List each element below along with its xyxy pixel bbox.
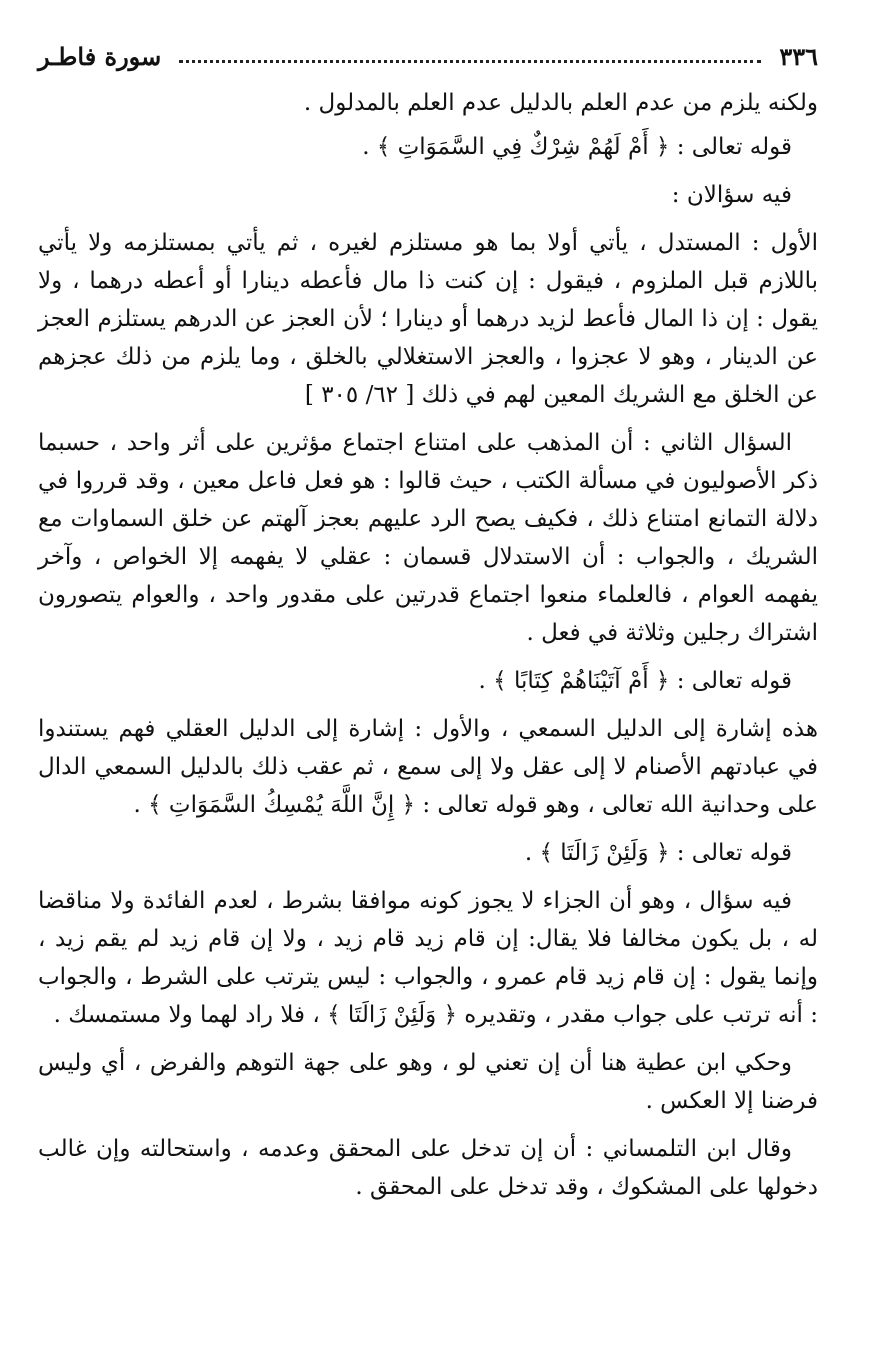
paragraph-ibn-atiyya: وحكي ابن عطية هنا أن إن تعني لو ، وهو على جهة التوهم والفرض ، أي وليس فرضنا إلا العكس . xyxy=(38,1050,818,1114)
paragraph-ibn-tilimsani: وقال ابن التلمساني : أن إن تدخل على المحقق وعدمه ، واستحالته وإن غالب دخولها على المشكوك ، وقد تدخل على المحقق . xyxy=(38,1136,818,1200)
paragraph-first-question: الأول : المستدل ، يأتي أولا بما هو مستلزم لغيره ، ثم يأتي بمستلزمه ولا يأتي باللازم قبل الملزوم ، فيقول : إن كنت ذا مال فأعطه دينارا أو أعطه درهما ، ولا يقول : إن ذا المال فأعط لزيد درهما أو دينارا ؛ لأن العجز عن الدرهم يستلزم العجز عن الدينار ، وهو لا عجزوا ، والعجز الاستغلالي بالخلق ، وما يلزم من ذلك عجزهم عن الخلق مع الشريك المعين لهم في ذلك [ ٦٢/ ٣٠٥ ] xyxy=(38,230,818,408)
verse-heading-2: قوله تعالى : ﴿ أَمْ آتَيْنَاهُمْ كِتَابًا ﴾ . xyxy=(478,668,792,694)
paragraph-1: ولكنه يلزم من عدم العلم بالدليل عدم العلم بالمدلول . xyxy=(303,90,818,116)
page-number: ٣٣٦ xyxy=(779,41,818,71)
paragraph-questions-intro: فيه سؤالان : xyxy=(671,182,792,208)
paragraph-second-question: السؤال الثاني : أن المذهب على امتناع اجتماع مؤثرين على أثر واحد ، حسبما ذكر الأصوليون في مسألة الكتب ، حيث قالوا : هو فعل فاعل معين ، وقد قرروا في دلالة التمانع امتناع ذلك ، فكيف يصح الرد عليهم بعجز آلهتم عن خلق السماوات مع الشريك ، والجواب : أن الاستدلال قسمان : عقلي لا يفهمه إلا الخواص ، وآخر يفهمه العوام ، فالعلماء منعوا اجتماع قدرتين على مقدور واحد ، والعوام يتصورون اشتراك رجلين وثلاثة في فعل . xyxy=(38,430,818,646)
paragraph-jaza-question: فيه سؤال ، وهو أن الجزاء لا يجوز كونه موافقا بشرط ، لعدم الفائدة ولا مناقضا له ، بل يكون مخالفا فلا يقال: إن قام زيد قام زيد ، ولا إن قام زيد لم يقم زيد ، وإنما يقول : إن قام زيد قام عمرو ، والجواب : ليس يترتب على الشرط ، والجواب : أنه ترتب على جواب مقدر ، وتقديره ﴿ وَلَئِنْ زَالَتَا ﴾ ، فلا راد لهما ولا مستمسك . xyxy=(38,888,818,1028)
header-dotted-rule xyxy=(179,50,761,63)
page-header xyxy=(38,36,818,76)
verse-heading-3: قوله تعالى : ﴿ وَلَئِنْ زَالَتَا ﴾ . xyxy=(524,840,792,866)
verse-heading-1: قوله تعالى : ﴿ أَمْ لَهُمْ شِرْكٌ فِي السَّمَوَاتِ ﴾ . xyxy=(362,134,792,160)
surah-title: سورة فاطـر xyxy=(38,41,162,71)
book-page xyxy=(38,36,818,1216)
paragraph-sam-i-evidence: هذه إشارة إلى الدليل السمعي ، والأول : إشارة إلى الدليل العقلي فهم يستندوا في عبادتهم الأصنام لا إلى عقل ولا إلى سمع ، ثم عقب ذلك بالدليل السمعي الدال على وحدانية الله تعالى ، وهو قوله تعالى : ﴿ إِنَّ اللَّهَ يُمْسِكُ السَّمَوَاتِ ﴾ . xyxy=(38,716,818,818)
